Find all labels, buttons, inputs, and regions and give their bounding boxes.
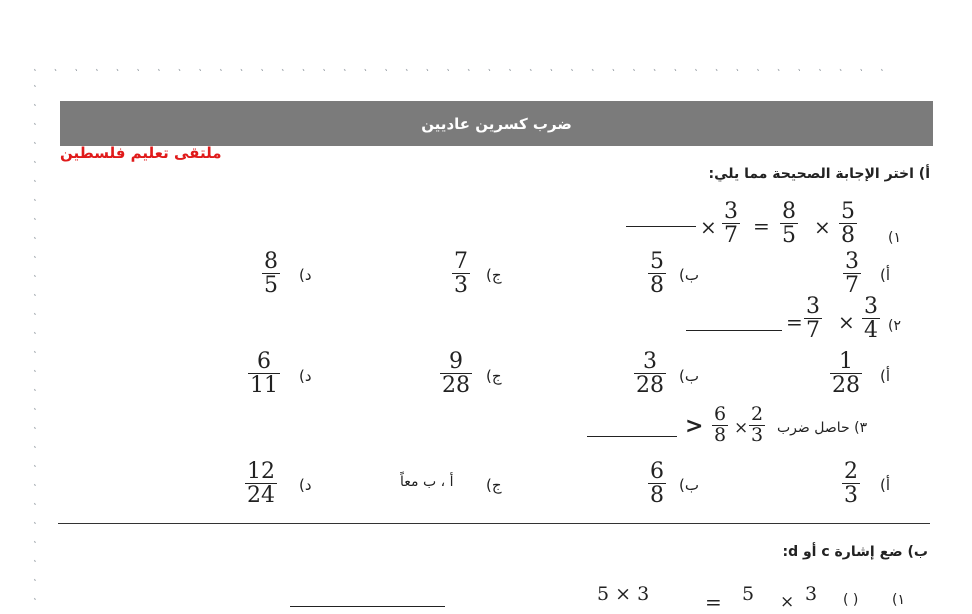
section-b-q1-answer-paren[interactable]: ( ) <box>843 592 859 608</box>
q1-lhs-fraction-1: $\frac{5}{8}$ <box>841 199 855 249</box>
q2-number: ٢) <box>888 318 901 334</box>
q3-option-d[interactable]: $\frac{12}{24}$ <box>247 459 275 509</box>
page-border-top: ㆍㆍㆍㆍㆍㆍㆍㆍㆍㆍㆍㆍㆍㆍㆍㆍㆍㆍㆍㆍㆍㆍㆍㆍㆍㆍㆍㆍㆍㆍㆍㆍㆍㆍㆍㆍㆍㆍㆍㆍㆍㆍ <box>30 66 898 76</box>
q2-answer-blank[interactable] <box>686 330 782 331</box>
q2-option-c[interactable]: $\frac{9}{28}$ <box>442 349 470 399</box>
section-divider <box>58 523 930 524</box>
section-b-q1-blank[interactable] <box>290 606 445 607</box>
q3-option-a-label: أ) <box>880 476 891 494</box>
q3-option-d-label: د) <box>299 476 312 494</box>
page-title-bar <box>60 101 933 146</box>
q2-option-c-label: ج) <box>486 367 502 385</box>
q2-equals-sign: = <box>786 310 803 334</box>
q1-rhs-times-sign: × <box>700 215 717 239</box>
q3-answer-blank[interactable] <box>587 436 677 437</box>
q2-option-a[interactable]: $\frac{1}{28}$ <box>832 349 860 399</box>
q3-option-a[interactable]: $\frac{2}{3}$ <box>844 459 858 509</box>
q2-times-sign: × <box>838 310 855 334</box>
section-b-q1-equals-sign: = <box>705 590 722 614</box>
page-title: ضرب كسرين عاديين <box>421 114 572 133</box>
q1-option-c-label: ج) <box>486 266 502 284</box>
q3-lhs-fraction-2: $\frac{6}{8}$ <box>714 403 727 446</box>
q1-rhs-fraction: $\frac{3}{7}$ <box>724 199 738 249</box>
q1-option-d-label: د) <box>299 266 312 284</box>
q3-option-c[interactable]: أ ، ب معاً <box>400 474 454 490</box>
q1-option-b-label: ب) <box>679 266 699 284</box>
page-border-left: ㆍ ㆍ ㆍ ㆍ ㆍ ㆍ ㆍ ㆍ ㆍ ㆍ ㆍ ㆍ ㆍ ㆍ ㆍ ㆍ ㆍ ㆍ ㆍ ㆍ ㆍ ㆍ ㆍ ㆍ ㆍ ㆍ ㆍ ㆍ <box>30 82 40 606</box>
section-a-heading: أ) اختر الإجابة الصحيحة مما يلي: <box>708 166 930 182</box>
section-b-q1-fraction-2: 5 <box>742 583 755 605</box>
q1-number: ١) <box>888 230 901 246</box>
q1-option-d[interactable]: $\frac{8}{5}$ <box>264 249 278 299</box>
q3-times-sign: × <box>734 418 749 438</box>
section-b-q1-number: ١) <box>892 592 905 608</box>
q3-option-c-label: ج) <box>486 476 502 494</box>
q1-times-sign: × <box>814 215 831 239</box>
q2-option-d[interactable]: $\frac{6}{11}$ <box>250 349 278 399</box>
q1-option-c[interactable]: $\frac{7}{3}$ <box>454 249 468 299</box>
q3-lhs-fraction-1: $\frac{2}{3}$ <box>751 403 764 446</box>
section-b-heading: ب) ضع إشارة c أو d: <box>782 544 928 560</box>
q2-lhs-fraction-1: $\frac{3}{4}$ <box>864 294 878 344</box>
section-b-q1-product-fraction: 5 × 3 <box>597 583 650 605</box>
q2-lhs-fraction-2: $\frac{3}{7}$ <box>806 294 820 344</box>
q2-option-b-label: ب) <box>679 367 699 385</box>
q3-option-b[interactable]: $\frac{6}{8}$ <box>650 459 664 509</box>
section-b-q1-fraction-1: 3 <box>805 583 818 605</box>
q1-option-a-label: أ) <box>880 266 891 284</box>
q1-option-b[interactable]: $\frac{5}{8}$ <box>650 249 664 299</box>
section-b-q1-times-sign: × <box>780 592 795 612</box>
q3-text: ٣) حاصل ضرب <box>777 420 868 436</box>
q2-option-d-label: د) <box>299 367 312 385</box>
q1-answer-blank[interactable] <box>626 226 696 227</box>
q2-option-b[interactable]: $\frac{3}{28}$ <box>636 349 664 399</box>
q2-option-a-label: أ) <box>880 367 891 385</box>
q1-lhs-fraction-2: $\frac{8}{5}$ <box>782 199 796 249</box>
q3-option-b-label: ب) <box>679 476 699 494</box>
q1-option-a[interactable]: $\frac{3}{7}$ <box>845 249 859 299</box>
watermark-text: ملتقى تعليم فلسطين <box>60 144 222 162</box>
q1-equals-sign: = <box>753 214 770 238</box>
q3-greater-than-sign: > <box>685 413 704 439</box>
